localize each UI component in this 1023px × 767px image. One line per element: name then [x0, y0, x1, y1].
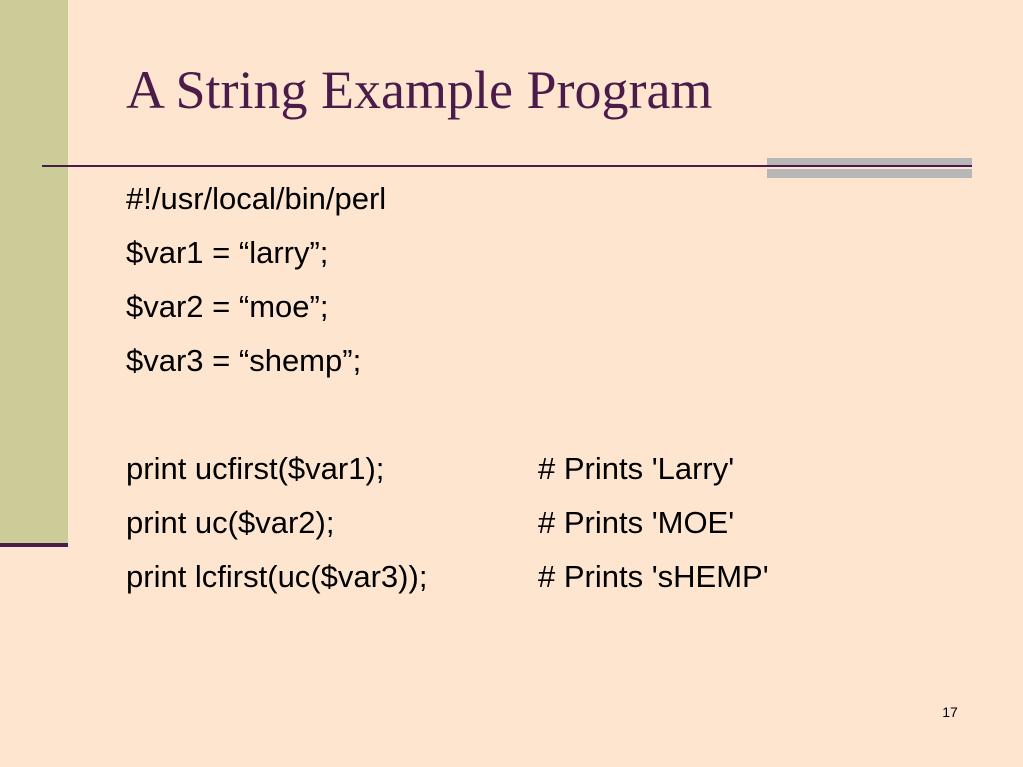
code-text: $var1 = “larry”; [126, 235, 329, 270]
code-text: print uc($var2); [126, 505, 335, 540]
code-line-print-uc [126, 500, 735, 554]
blank-line [126, 392, 427, 446]
code-comment: # Prints 'sHEMP' [538, 559, 769, 594]
code-block [126, 176, 769, 608]
code-line-shebang [126, 176, 427, 230]
code-text: print ucfirst($var1); [126, 451, 385, 486]
code-line-print-ucfirst [126, 446, 735, 500]
code-line-print-lcfirst [126, 554, 769, 608]
title-divider-accent [767, 158, 972, 178]
code-line-var2 [126, 284, 427, 338]
code-text: #!/usr/local/bin/perl [126, 181, 387, 216]
code-text: $var2 = “moe”; [126, 289, 329, 324]
side-bar [0, 0, 68, 543]
page-number: 17 [942, 704, 958, 720]
slide-title: A String Example Program [126, 60, 713, 120]
code-line-var3 [126, 338, 427, 392]
side-bar-accent [0, 543, 68, 547]
code-line-var1 [126, 230, 427, 284]
code-comment: # Prints 'Larry' [538, 451, 735, 486]
code-text: $var3 = “shemp”; [126, 343, 362, 378]
code-comment: # Prints 'MOE' [538, 505, 735, 540]
code-text: print lcfirst(uc($var3)); [126, 559, 428, 594]
